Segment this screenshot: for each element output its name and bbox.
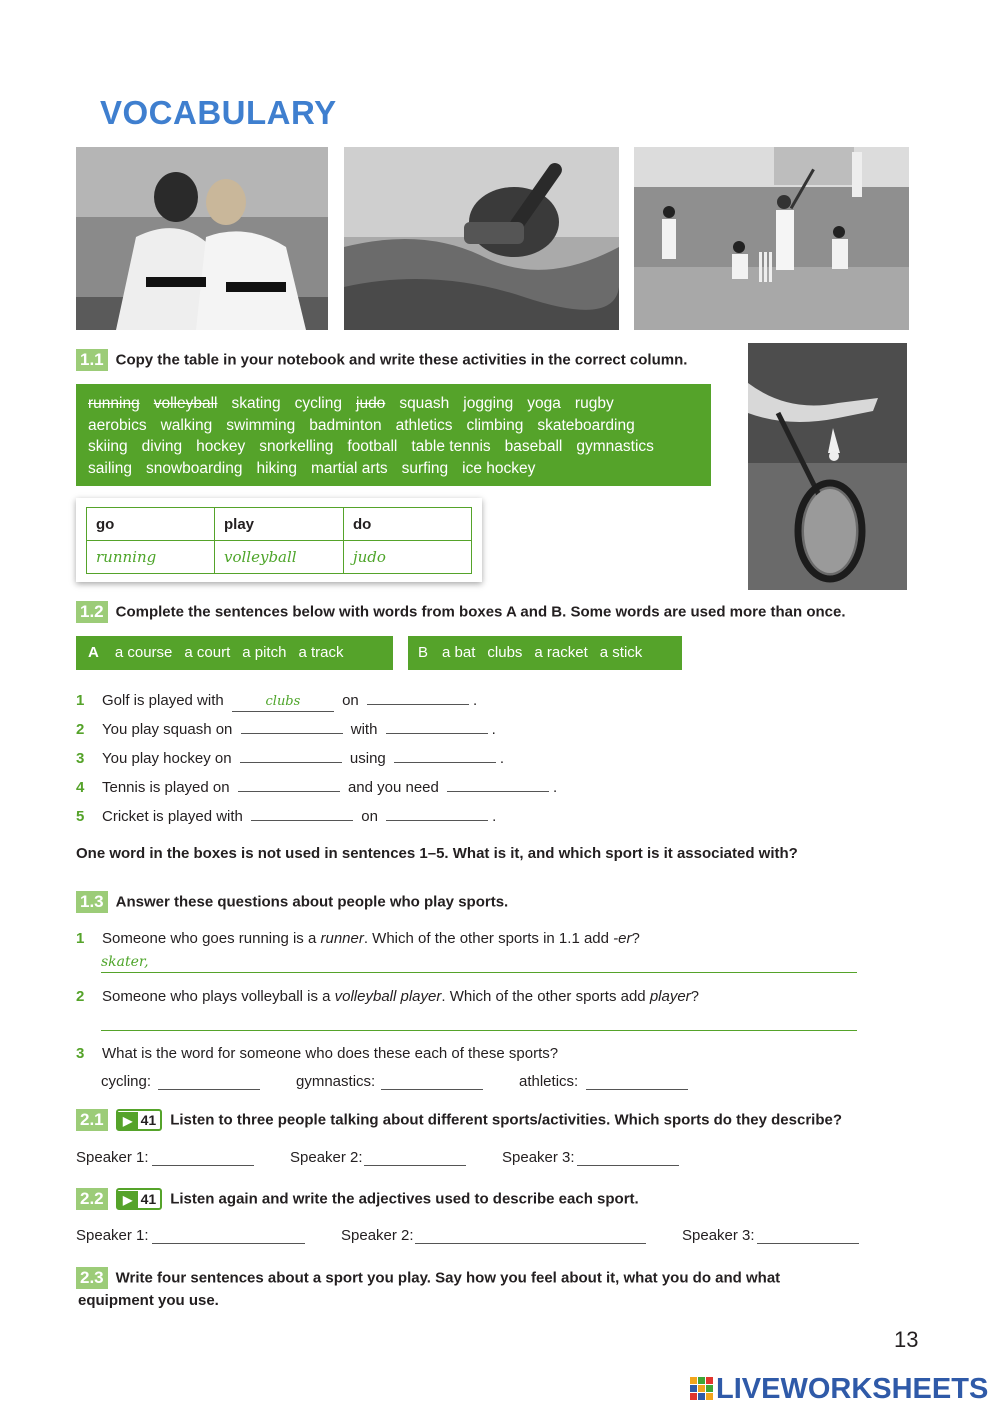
box-label: B xyxy=(418,644,429,661)
exercise-2-3-heading xyxy=(76,1267,780,1289)
exercise-instruction: Complete the sentences below with words from boxes A and B. Some words are used more than once. xyxy=(115,603,846,621)
question-text: ? xyxy=(690,988,700,1005)
word-item: aerobics xyxy=(88,416,147,434)
speaker-3-label: Speaker 3: xyxy=(502,1149,575,1166)
answer-blank[interactable] xyxy=(386,718,488,734)
activity-table-card xyxy=(76,498,482,582)
follow-up-question: One word in the boxes is not used in sentences 1–5. What is it, and which sport is it associated with? xyxy=(76,845,798,862)
exercise-1-3-heading xyxy=(76,891,508,913)
word-item: swimming xyxy=(226,416,296,434)
column-header-play: play xyxy=(215,508,344,541)
judo-illustration xyxy=(76,147,328,330)
snorkelling-illustration xyxy=(344,147,619,330)
sentence-text: using xyxy=(349,750,386,767)
word-item: athletics xyxy=(395,416,453,434)
gymnastics-label: gymnastics: xyxy=(296,1073,376,1090)
speaker-2-blank[interactable] xyxy=(364,1150,466,1166)
word-item: walking xyxy=(160,416,213,434)
answer-blank[interactable] xyxy=(367,689,469,705)
word-item: skateboarding xyxy=(537,416,635,434)
exercise-instruction: Listen to three people talking about different sports/activities. Which sports do they describe? xyxy=(170,1111,842,1129)
sentence-text: with xyxy=(350,721,378,738)
word-item: diving xyxy=(141,438,183,456)
speaker-3-blank[interactable] xyxy=(577,1150,679,1166)
sentence-text: You play squash on xyxy=(102,721,233,738)
exercise-2-1-heading xyxy=(76,1109,842,1131)
exercise-2-2-heading xyxy=(76,1188,639,1210)
box-item: a track xyxy=(298,644,344,661)
track-number: 41 xyxy=(140,1112,157,1128)
exercise-instruction: Answer these questions about people who play sports. xyxy=(115,893,509,911)
box-item: a bat xyxy=(442,644,476,661)
speaker-2-label: Speaker 2: xyxy=(341,1227,414,1244)
sentence-end: . xyxy=(499,750,505,767)
gymnastics-blank[interactable] xyxy=(381,1074,483,1090)
badminton-illustration xyxy=(748,343,907,590)
answer-blank[interactable]: clubs xyxy=(232,696,334,712)
sentence-text: and you need xyxy=(347,779,439,796)
word-item: yoga xyxy=(527,395,561,412)
play-icon: ▶ xyxy=(118,1112,138,1130)
sentence-2 xyxy=(76,718,496,740)
word-item: surfing xyxy=(401,460,449,478)
question-text: Someone who goes running is a xyxy=(102,930,321,947)
table-cell-do[interactable]: judo xyxy=(344,541,472,574)
exercise-instruction: Copy the table in your notebook and write these activities in the correct column. xyxy=(115,351,688,369)
sentence-5 xyxy=(76,805,496,827)
question-number: 2 xyxy=(76,988,85,1005)
sentence-number: 1 xyxy=(76,692,85,709)
word-item: table tennis xyxy=(411,438,491,456)
page-title: VOCABULARY xyxy=(100,94,337,131)
word-item: snowboarding xyxy=(145,460,243,478)
answer-blank[interactable] xyxy=(240,747,342,763)
word-item: snorkelling xyxy=(259,438,334,456)
question-text: What is the word for someone who does these each of these sports? xyxy=(102,1045,559,1062)
column-header-go: go xyxy=(87,508,215,541)
judo-photo xyxy=(76,147,328,330)
audio-track-button[interactable] xyxy=(116,1188,163,1210)
box-item: a racket xyxy=(534,644,588,661)
question-text: Someone who plays volleyball is a xyxy=(102,988,335,1005)
speaker-1-blank[interactable] xyxy=(152,1150,254,1166)
word-line xyxy=(88,458,701,480)
play-icon: ▶ xyxy=(118,1191,138,1209)
cricket-photo xyxy=(634,147,909,330)
sentence-end: . xyxy=(472,692,478,709)
word-box-b xyxy=(408,636,682,670)
sentence-text: Golf is played with xyxy=(102,692,224,709)
cycling-blank[interactable] xyxy=(158,1074,260,1090)
sentence-end: . xyxy=(491,721,496,738)
athletics-label: athletics: xyxy=(519,1073,579,1090)
sentence-text: You play hockey on xyxy=(102,750,232,767)
audio-track-button[interactable] xyxy=(116,1109,163,1131)
question-text: . Which of the other sports in 1.1 add xyxy=(363,930,614,947)
word-item: running xyxy=(88,395,140,412)
word-item: baseball xyxy=(504,438,563,456)
box-item: clubs xyxy=(487,644,523,661)
sentence-text: Cricket is played with xyxy=(102,808,243,825)
table-cell-go[interactable]: running xyxy=(87,541,215,574)
logo-text: LIVEWORKSHEETS xyxy=(716,1373,989,1405)
question-text: ? xyxy=(631,930,640,947)
word-item: skating xyxy=(231,395,281,412)
exercise-instruction: Write four sentences about a sport you play. Say how you feel about it, what you do and what xyxy=(115,1269,781,1287)
exercise-number: 2.1 xyxy=(76,1109,108,1131)
word-item: judo xyxy=(356,395,386,412)
word-item: martial arts xyxy=(310,460,388,478)
liveworksheets-logo[interactable] xyxy=(690,1373,988,1406)
athletics-blank[interactable] xyxy=(586,1074,688,1090)
cycling-label: cycling: xyxy=(101,1073,152,1090)
box-item: a stick xyxy=(599,644,643,661)
sentence-number: 3 xyxy=(76,750,85,767)
question-number: 1 xyxy=(76,930,85,947)
box-item: a course xyxy=(114,644,173,661)
exercise-number: 2.2 xyxy=(76,1188,108,1210)
speaker-1-label: Speaker 1: xyxy=(76,1227,149,1244)
snorkelling-photo xyxy=(344,147,619,330)
box-item: a pitch xyxy=(242,644,287,661)
sentence-text: on xyxy=(361,808,378,825)
table-cell-play[interactable]: volleyball xyxy=(215,541,344,574)
word-line xyxy=(88,415,701,437)
answer-blank[interactable] xyxy=(241,718,343,734)
sentence-text: on xyxy=(342,692,359,709)
activity-word-box xyxy=(76,384,711,486)
answer-blank[interactable] xyxy=(251,805,353,821)
question-3 xyxy=(76,1043,558,1065)
exercise-1-1-heading xyxy=(76,349,687,371)
answer-line-1[interactable] xyxy=(101,953,857,973)
exercise-instruction-continued: equipment you use. xyxy=(78,1292,219,1309)
word-line xyxy=(88,436,701,458)
word-item: climbing xyxy=(466,416,524,434)
answer-blank[interactable] xyxy=(386,805,488,821)
question-emphasis: player xyxy=(649,988,691,1005)
box-label: A xyxy=(88,644,99,661)
exercise-instruction: Listen again and write the adjectives used to describe each sport. xyxy=(170,1190,639,1208)
sentence-3 xyxy=(76,747,504,769)
speaker-3-label: Speaker 3: xyxy=(682,1227,755,1244)
word-item: rugby xyxy=(574,395,614,412)
question-number: 3 xyxy=(76,1045,85,1062)
word-box-a xyxy=(76,636,393,670)
word-item: volleyball xyxy=(153,395,218,412)
box-item: a court xyxy=(184,644,231,661)
word-item: football xyxy=(347,438,398,456)
answer-blank[interactable] xyxy=(238,776,340,792)
speaker-2-blank[interactable] xyxy=(415,1228,646,1244)
sentence-1 xyxy=(76,689,477,711)
word-item: sailing xyxy=(88,460,132,478)
question-1 xyxy=(76,928,640,950)
column-header-do: do xyxy=(344,508,472,541)
sentence-number: 5 xyxy=(76,808,85,825)
page-number: 13 xyxy=(894,1327,919,1352)
word-item: hiking xyxy=(256,460,297,478)
speaker-1-label: Speaker 1: xyxy=(76,1149,149,1166)
exercise-number: 1.3 xyxy=(76,891,108,913)
word-item: gymnastics xyxy=(576,438,654,456)
question-text: . Which of the other sports add xyxy=(441,988,650,1005)
badminton-photo xyxy=(748,343,907,590)
answer-blank[interactable] xyxy=(447,776,549,792)
sentence-number: 2 xyxy=(76,721,85,738)
sentence-number: 4 xyxy=(76,779,85,796)
word-item: squash xyxy=(399,395,450,412)
cricket-illustration xyxy=(634,147,909,330)
question-emphasis: runner xyxy=(320,930,364,947)
sentence-4 xyxy=(76,776,557,798)
speaker-2-label: Speaker 2: xyxy=(290,1149,363,1166)
exercise-number: 1.1 xyxy=(76,349,108,371)
answer-line-2[interactable] xyxy=(101,1011,857,1031)
question-emphasis: -er xyxy=(613,930,632,947)
speaker-1-blank[interactable] xyxy=(152,1228,305,1244)
table-row xyxy=(87,541,472,574)
activity-table xyxy=(86,507,472,574)
speaker-3-blank[interactable] xyxy=(757,1228,859,1244)
exercise-number: 2.3 xyxy=(76,1267,108,1289)
answer-text: skater, xyxy=(101,954,149,970)
sentence-text: Tennis is played on xyxy=(102,779,230,796)
track-number: 41 xyxy=(140,1191,157,1207)
exercise-1-2-heading xyxy=(76,601,846,623)
question-emphasis: volleyball player xyxy=(334,988,442,1005)
word-item: skiing xyxy=(88,438,128,456)
word-item: jogging xyxy=(463,395,514,412)
word-item: badminton xyxy=(309,416,382,434)
answer-blank[interactable] xyxy=(394,747,496,763)
word-line xyxy=(88,393,701,415)
word-item: cycling xyxy=(294,395,342,412)
table-header-row xyxy=(87,508,472,541)
question-2 xyxy=(76,986,699,1008)
sentence-end: . xyxy=(492,808,497,825)
word-item: hockey xyxy=(196,438,246,456)
word-item: ice hockey xyxy=(462,460,536,478)
exercise-number: 1.2 xyxy=(76,601,108,623)
sentence-end: . xyxy=(553,779,558,796)
logo-mark-icon xyxy=(690,1377,714,1401)
